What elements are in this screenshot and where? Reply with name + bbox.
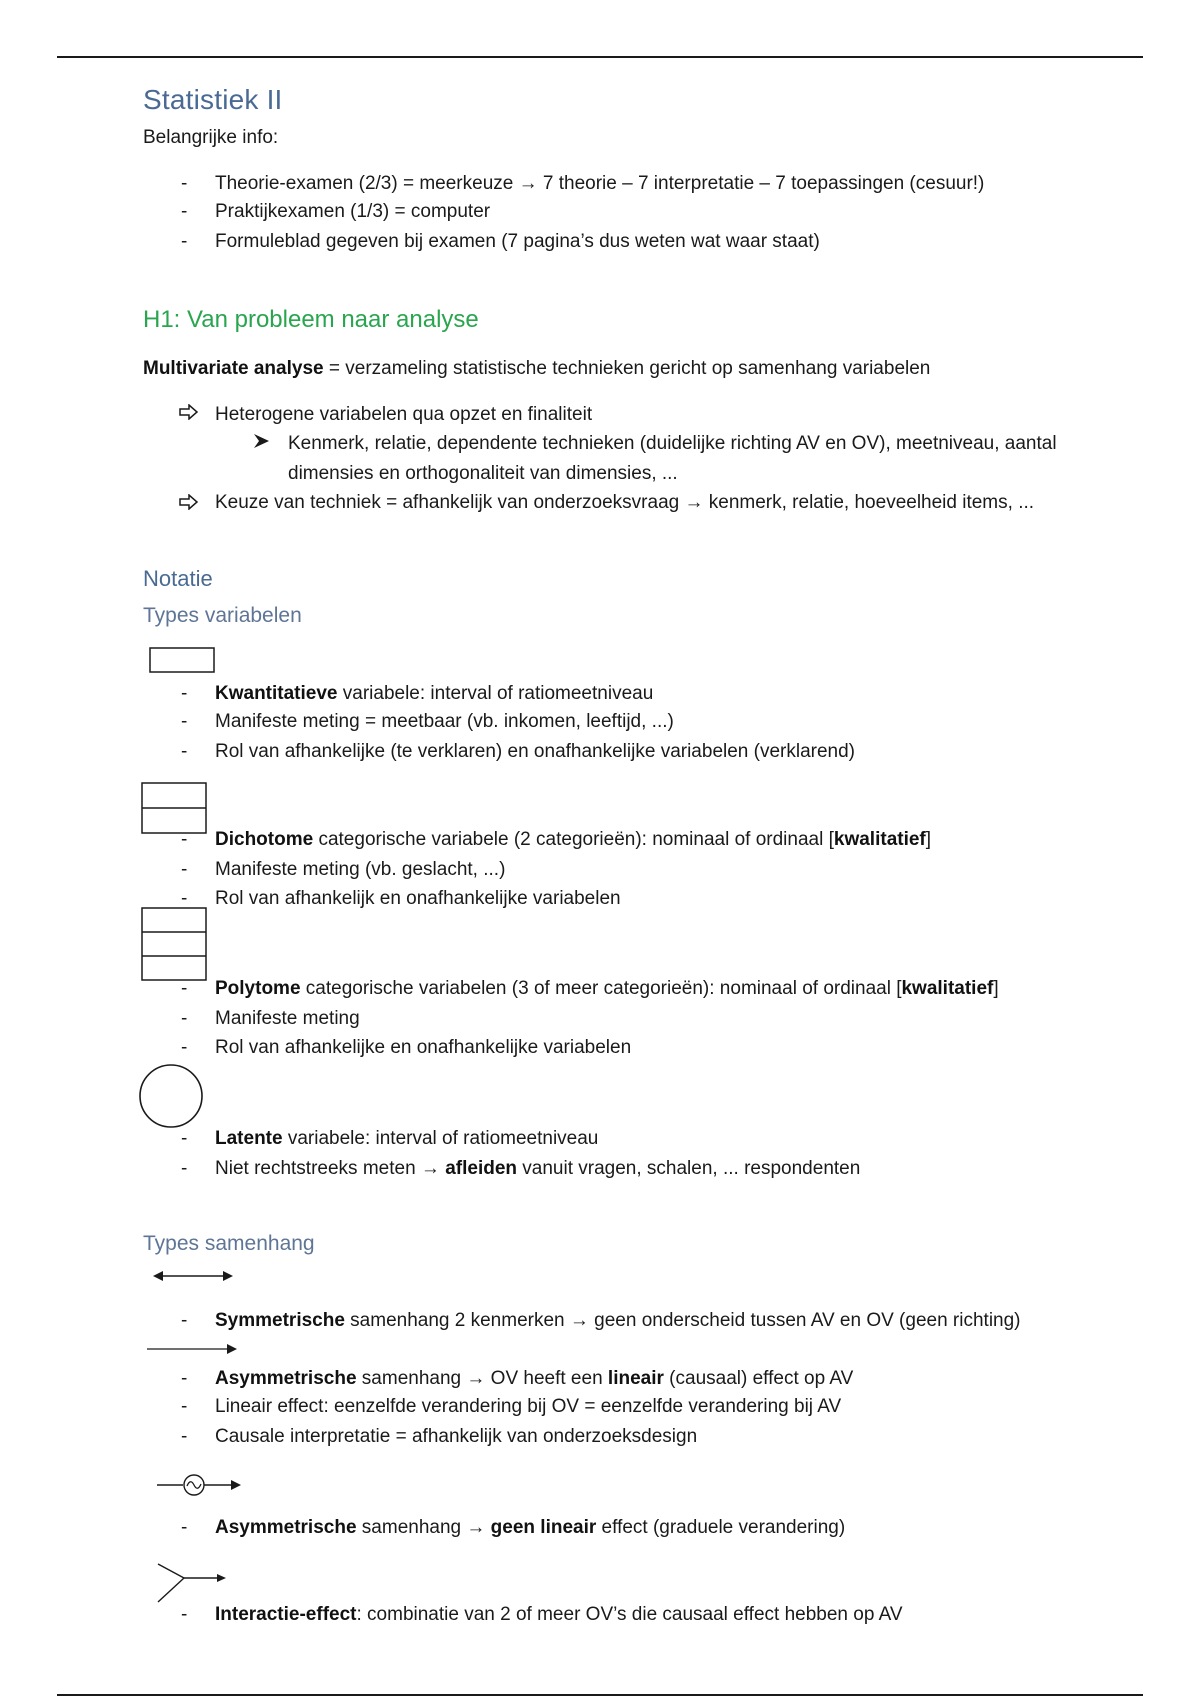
bullet-dash: - — [181, 173, 188, 194]
list-item — [215, 1157, 860, 1181]
text: vanuit vragen, schalen, ... respondenten — [517, 1158, 861, 1179]
bullet-dash: - — [181, 1037, 188, 1058]
intro-item: Formuleblad gegeven bij examen (7 pagina’s dus weten wat waar staat) — [215, 231, 820, 252]
text-close: ] — [993, 978, 999, 999]
term: Interactie-effect — [215, 1604, 357, 1625]
variable-description — [215, 828, 931, 852]
section-heading: H1: Van probleem naar analyse — [143, 306, 479, 333]
bullet-dash: - — [181, 1517, 188, 1538]
list-item: Manifeste meting — [215, 1008, 360, 1029]
list-item: Lineair effect: eenzelfde verandering bij OV = eenzelfde verandering bij AV — [215, 1396, 842, 1417]
variable-description — [215, 977, 999, 1001]
term: Asymmetrische — [215, 1368, 357, 1389]
arrow-bullet-icon — [178, 494, 200, 515]
relation-description — [215, 1309, 1021, 1333]
text: : combinatie van 2 of meer OV’s die causaal effect hebben op AV — [356, 1604, 903, 1625]
term: lineair — [607, 1368, 664, 1389]
three-cell-box-icon — [141, 907, 207, 986]
bullet-dash: - — [181, 1604, 188, 1625]
interaction-arrow-icon — [156, 1562, 226, 1609]
list-item: Rol van afhankelijk en onafhankelijke variabelen — [215, 888, 621, 909]
term: Kwantitatieve — [215, 683, 338, 704]
bullet-dash: - — [181, 1396, 188, 1417]
bullet-dash: - — [181, 829, 188, 850]
bullet-dash: - — [181, 1426, 188, 1447]
bullet-dash: - — [181, 231, 188, 252]
bullet-dash: - — [181, 1008, 188, 1029]
list-item: Rol van afhankelijke (te verklaren) en onafhankelijke variabelen (verklarend) — [215, 741, 856, 762]
relation-description — [215, 1603, 903, 1627]
intro-item: Theorie-examen (2/3) = meerkeuze → 7 theorie – 7 interpretatie – 7 toepassingen (cesuur!) — [215, 173, 985, 194]
subheading-types-variabelen: Types variabelen — [143, 604, 302, 627]
subheading-notatie: Notatie — [143, 566, 213, 591]
bullet-dash: - — [181, 978, 188, 999]
text: effect (graduele verandering) — [596, 1517, 846, 1538]
list-item: Keuze van techniek = afhankelijk van onderzoeksvraag → kenmerk, relatie, hoeveelheid items, ... — [215, 492, 1035, 513]
bullet-dash: - — [181, 859, 188, 880]
text-close: ] — [925, 829, 932, 850]
text: samenhang 2 kenmerken → geen onderscheid tussen AV en OV (geen richting) — [344, 1310, 1021, 1331]
right-arrow-icon — [145, 1341, 237, 1362]
text: samenhang → — [356, 1517, 491, 1538]
list-item: Causale interpretatie = afhankelijk van onderzoeksdesign — [215, 1426, 698, 1447]
text: Niet rechtstreeks meten → — [215, 1158, 446, 1179]
tag: kwalitatief — [901, 978, 994, 999]
term: afleiden — [445, 1158, 518, 1179]
bullet-dash: - — [181, 1310, 188, 1331]
term: Latente — [215, 1128, 283, 1149]
term: Polytome — [215, 978, 301, 999]
intro-item: Praktijkexamen (1/3) = computer — [215, 201, 491, 222]
bottom-rule — [57, 1694, 1143, 1696]
relation-description — [215, 1516, 845, 1540]
rectangle-icon — [149, 647, 215, 678]
definition-term: Multivariate analyse — [143, 358, 324, 379]
bullet-dash: - — [181, 1128, 188, 1149]
sub-list-item: Kenmerk, relatie, dependente technieken (duidelijke richting AV en OV), meetniveau, aantal — [288, 433, 1057, 454]
variable-description — [215, 1127, 598, 1151]
term: Symmetrische — [215, 1310, 345, 1331]
list-item: Rol van afhankelijke en onafhankelijke variabelen — [215, 1037, 632, 1058]
two-cell-box-icon — [141, 782, 207, 839]
tag: kwalitatief — [833, 829, 926, 850]
list-item: Heterogene variabelen qua opzet en finaliteit — [215, 404, 593, 425]
circle-icon — [138, 1063, 204, 1134]
nonlinear-arrow-icon — [155, 1472, 241, 1503]
bullet-dash: - — [181, 1158, 188, 1179]
top-rule — [57, 56, 1143, 58]
bullet-dash: - — [181, 741, 188, 762]
term: geen lineair — [490, 1517, 597, 1538]
variable-description — [215, 682, 653, 706]
bullet-dash: - — [181, 683, 188, 704]
list-item: Manifeste meting (vb. geslacht, ...) — [215, 859, 506, 880]
bullet-dash: - — [181, 888, 188, 909]
text: samenhang → OV heeft een — [356, 1368, 608, 1389]
page-title: Statistiek II — [143, 84, 283, 115]
text: variabele: interval of ratiomeetniveau — [282, 1128, 599, 1149]
sub-list-item-continued: dimensies en orthogonaliteit van dimensies, ... — [288, 463, 678, 484]
text: categorische variabelen (3 of meer categorieën): nominaal of ordinaal [ — [300, 978, 902, 999]
text: variabele: interval of ratiomeetniveau — [337, 683, 654, 704]
definition-text: = verzameling statistische technieken gericht op samenhang variabelen — [323, 358, 931, 379]
subheading-types-samenhang: Types samenhang — [143, 1232, 315, 1255]
term: Asymmetrische — [215, 1517, 357, 1538]
bullet-dash: - — [181, 1368, 188, 1389]
arrowhead-bullet-icon — [253, 433, 271, 454]
text: categorische variabele (2 categorieën): nominaal of ordinaal [ — [313, 829, 834, 850]
bullet-dash: - — [181, 711, 188, 732]
intro-label: Belangrijke info: — [143, 127, 279, 148]
relation-description — [215, 1367, 853, 1391]
text: (causaal) effect op AV — [663, 1368, 854, 1389]
bullet-dash: - — [181, 201, 188, 222]
double-arrow-icon — [153, 1268, 233, 1289]
list-item: Manifeste meting = meetbaar (vb. inkomen, leeftijd, ...) — [215, 711, 674, 732]
term: Dichotome — [215, 829, 314, 850]
arrow-bullet-icon — [178, 404, 200, 425]
definition — [143, 357, 930, 381]
